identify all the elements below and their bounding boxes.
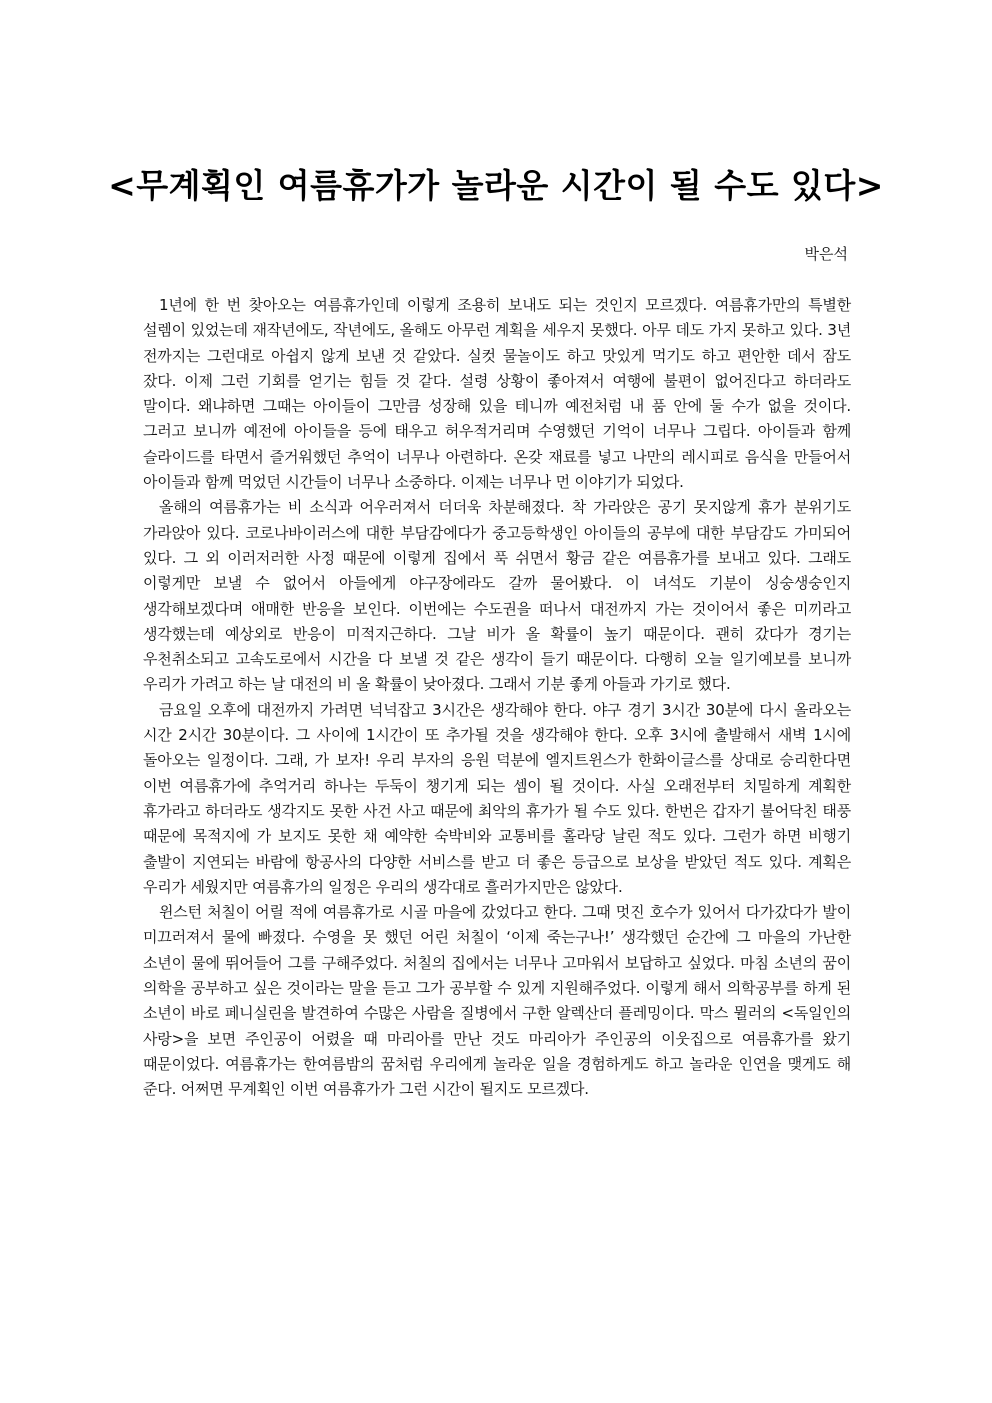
paragraph-3: 금요일 오후에 대전까지 가려면 넉넉잡고 3시간은 생각해야 한다. 야구 경기 3시간 30분에 다시 올라오는 시간 2시간 30분이다. 그 사이에 1시간이 또 추가될 것을 생각해야 한다. 오후 3시에 출발해서 새벽 1시에 돌아오는 일정이다. 그래, 가 보자! 우리 부자의 응원 덕분에 엘지트윈스가 한화이글스를 상대로 승리한다면 이번 여름휴가에 추억거리 하나는 두둑이 챙기게 되는 셈이 될 것이다. 사실 오래전부터 치밀하게 계획한 휴가라고 하더라도 생각지도 못한 사건 사고 때문에 최악의 휴가가 될 수도 있다. 한번은 갑자기 불어닥친 태풍 때문에 목적지에 가 보지도 못한 채 예약한 숙박비와 교통비를 홀라당 날린 적도 있다. 그런가 하면 비행기 출발이 지연되는 바람에 항공사의 다양한 서비스를 받고 더 좋은 등급으로 보상을 받았던 적도 있다. 계획은 우리가 세웠지만 여름휴가의 일정은 우리의 생각대로 흘러가지만은 않았다.: [143, 700, 851, 896]
document-body: [143, 293, 851, 1103]
paragraph-2: 올해의 여름휴가는 비 소식과 어우러져서 더더욱 차분해졌다. 착 가라앉은 공기 못지않게 휴가 분위기도 가라앉아 있다. 코로나바이러스에 대한 부담감에다가 중고등학생인 아이들의 공부에 대한 부담감도 가미되어 있다. 그 외 이러저러한 사정 때문에 이렇게 집에서 푹 쉬면서 황금 같은 여름휴가를 보내고 있다. 그래도 이렇게만 보낼 수 없어서 아들에게 야구장에라도 갈까 물어봤다. 이 녀석도 기분이 싱숭생숭인지 생각해보겠다며 애매한 반응을 보인다. 이번에는 수도권을 떠나서 대전까지 가는 것이어서 좋은 미끼라고 생각했는데 예상외로 반응이 미적지근하다. 그날 비가 올 확률이 높기 때문이다. 괜히 갔다가 경기는 우천취소되고 고속도로에서 시간을 다 보낼 것 같은 생각이 들기 때문이다. 다행히 오늘 일기예보를 보니까 우리가 가려고 하는 날 대전의 비 올 확률이 낮아졌다. 그래서 기분 좋게 아들과 가기로 했다.: [143, 498, 851, 694]
document-title: <무계획인 여름휴가가 놀라운 시간이 될 수도 있다>: [108, 166, 884, 205]
author-name: 박은석: [804, 245, 848, 263]
paragraph-4: 윈스턴 처칠이 어릴 적에 여름휴가로 시골 마을에 갔었다고 한다. 그때 멋진 호수가 있어서 다가갔다가 발이 미끄러져서 물에 빠졌다. 수영을 못 했던 어린 처칠이 ‘이제 죽는구나!’ 생각했던 순간에 그 마을의 가난한 소년이 물에 뛰어들어 그를 구해주었다. 처칠의 집에서는 너무나 고마워서 보답하고 싶었다. 마침 소년의 꿈이 의학을 공부하고 싶은 것이라는 말을 듣고 그가 공부할 수 있게 지원해주었다. 이렇게 해서 의학공부를 하게 된 소년이 바로 페니실린을 발견하여 수많은 사람을 질병에서 구한 알렉산더 플레밍이다. 막스 뮐러의 <독일인의 사랑>을 보면 주인공이 어렸을 때 마리아를 만난 것도 마리아가 주인공의 이웃집으로 여름휴가를 왔기 때문이었다. 여름휴가는 한여름밤의 꿈처럼 우리에게 놀라운 일을 경험하게도 하고 놀라운 인연을 맺게도 해 준다. 어쩌면 무계획인 이번 여름휴가가 그런 시간이 될지도 모르겠다.: [143, 903, 851, 1099]
paragraph-1: 1년에 한 번 찾아오는 여름휴가인데 이렇게 조용히 보내도 되는 것인지 모르겠다. 여름휴가만의 특별한 설렘이 있었는데 재작년에도, 작년에도, 올해도 아무런 계획을 세우지 못했다. 아무 데도 가지 못하고 있다. 3년 전까지는 그런대로 아쉽지 않게 보낸 것 같았다. 실컷 물놀이도 하고 맛있게 먹기도 하고 편안한 데서 잠도 잤다. 이제 그런 기회를 얻기는 힘들 것 같다. 설령 상황이 좋아져서 여행에 불편이 없어진다고 하더라도 말이다. 왜냐하면 그때는 아이들이 그만큼 성장해 있을 테니까 예전처럼 내 품 안에 둘 수가 없을 것이다. 그러고 보니까 예전에 아이들을 등에 태우고 허우적거리며 수영했던 기억이 너무나 그립다. 아이들과 함께 슬라이드를 타면서 즐거워했던 추억이 너무나 아련하다. 온갖 재료를 넣고 나만의 레시피로 음식을 만들어서 아이들과 함께 먹었던 시간들이 너무나 소중하다. 이제는 너무나 먼 이야기가 되었다.: [143, 296, 851, 492]
